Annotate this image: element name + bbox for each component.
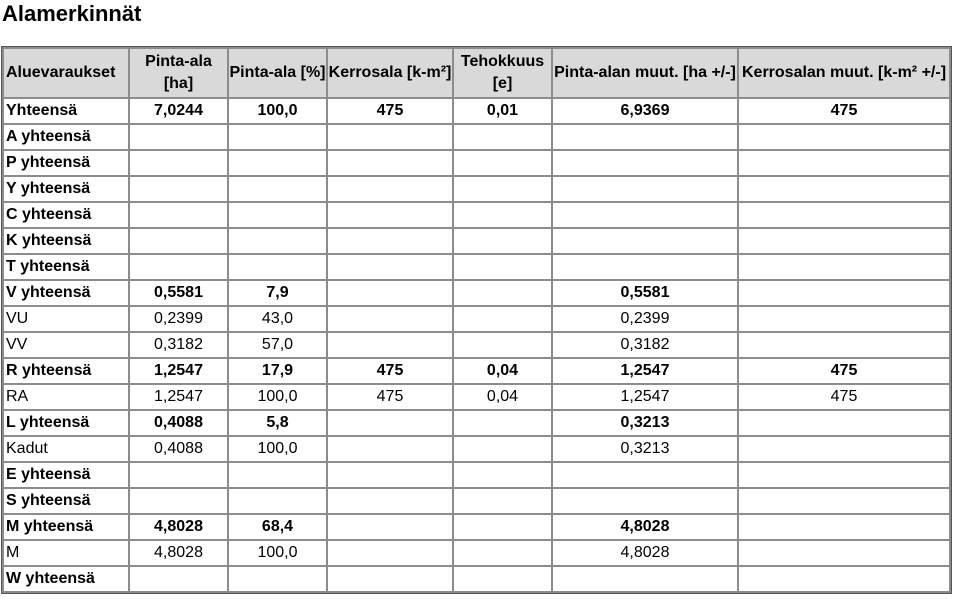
row-label: R yhteensä — [4, 359, 128, 383]
kerrosalan-muut-cell — [739, 307, 949, 331]
pinta-ala-ha-cell — [130, 203, 227, 227]
pinta-alan-muut-cell — [553, 489, 737, 513]
table-row — [4, 307, 949, 331]
kerrosalan-muut-cell — [739, 151, 949, 175]
kerrosala-cell — [328, 229, 452, 253]
table-row — [4, 411, 949, 435]
kerrosala-cell — [328, 125, 452, 149]
pinta-alan-muut-cell — [553, 203, 737, 227]
tehokkuus-cell — [454, 515, 551, 539]
pinta-ala-ha-cell — [130, 229, 227, 253]
kerrosalan-muut-cell — [739, 255, 949, 279]
pinta-alan-muut-cell: 0,3213 — [553, 437, 737, 461]
row-label: W yhteensä — [4, 567, 128, 591]
table-row — [4, 125, 949, 149]
pinta-ala-pct-cell: 100,0 — [229, 541, 326, 565]
table-row — [4, 203, 949, 227]
column-header-pinta-ala-ha: Pinta-ala [ha] — [130, 49, 227, 97]
pinta-ala-ha-cell: 0,4088 — [130, 411, 227, 435]
table-body — [4, 99, 949, 591]
kerrosalan-muut-cell — [739, 411, 949, 435]
pinta-ala-ha-cell: 0,4088 — [130, 437, 227, 461]
tehokkuus-cell — [454, 463, 551, 487]
pinta-ala-ha-cell — [130, 125, 227, 149]
kerrosala-cell — [328, 437, 452, 461]
table-row — [4, 567, 949, 591]
pinta-alan-muut-cell: 6,9369 — [553, 99, 737, 123]
kerrosala-cell — [328, 307, 452, 331]
kerrosalan-muut-cell — [739, 177, 949, 201]
tehokkuus-cell: 0,01 — [454, 99, 551, 123]
table-row — [4, 359, 949, 383]
pinta-alan-muut-cell: 0,2399 — [553, 307, 737, 331]
pinta-ala-pct-cell: 5,8 — [229, 411, 326, 435]
kerrosala-cell: 475 — [328, 99, 452, 123]
pinta-alan-muut-cell — [553, 567, 737, 591]
column-header-kerrosala: Kerrosala [k-m²] — [328, 49, 452, 97]
pinta-ala-ha-cell — [130, 151, 227, 175]
column-header-pinta-ala-pct: Pinta-ala [%] — [229, 49, 326, 97]
pinta-ala-pct-cell: 100,0 — [229, 385, 326, 409]
tehokkuus-cell — [454, 307, 551, 331]
pinta-ala-pct-cell — [229, 489, 326, 513]
table-row — [4, 99, 949, 123]
pinta-alan-muut-cell — [553, 177, 737, 201]
column-header-tehokkuus: Tehokkuus [e] — [454, 49, 551, 97]
table-row — [4, 463, 949, 487]
row-label: K yhteensä — [4, 229, 128, 253]
pinta-ala-pct-cell: 43,0 — [229, 307, 326, 331]
kerrosalan-muut-cell: 475 — [739, 385, 949, 409]
pinta-ala-ha-cell — [130, 489, 227, 513]
pinta-ala-pct-cell: 100,0 — [229, 99, 326, 123]
table-row — [4, 515, 949, 539]
pinta-ala-pct-cell — [229, 463, 326, 487]
tehokkuus-cell — [454, 437, 551, 461]
pinta-alan-muut-cell: 1,2547 — [553, 359, 737, 383]
tehokkuus-cell — [454, 177, 551, 201]
pinta-ala-ha-cell: 1,2547 — [130, 359, 227, 383]
tehokkuus-cell — [454, 151, 551, 175]
kerrosala-cell — [328, 515, 452, 539]
kerrosalan-muut-cell: 475 — [739, 359, 949, 383]
pinta-ala-pct-cell: 17,9 — [229, 359, 326, 383]
pinta-alan-muut-cell — [553, 151, 737, 175]
pinta-alan-muut-cell: 0,3182 — [553, 333, 737, 357]
pinta-ala-ha-cell — [130, 255, 227, 279]
kerrosala-cell — [328, 489, 452, 513]
table-row — [4, 151, 949, 175]
table-row — [4, 489, 949, 513]
kerrosalan-muut-cell — [739, 437, 949, 461]
row-label: E yhteensä — [4, 463, 128, 487]
kerrosalan-muut-cell: 475 — [739, 99, 949, 123]
kerrosalan-muut-cell — [739, 229, 949, 253]
pinta-alan-muut-cell: 1,2547 — [553, 385, 737, 409]
table-row — [4, 281, 949, 305]
pinta-ala-ha-cell — [130, 177, 227, 201]
pinta-alan-muut-cell: 0,3213 — [553, 411, 737, 435]
pinta-ala-ha-cell: 4,8028 — [130, 515, 227, 539]
pinta-alan-muut-cell — [553, 125, 737, 149]
pinta-ala-ha-cell — [130, 463, 227, 487]
column-header-pinta-alan-muut: Pinta-alan muut. [ha +/-] — [553, 49, 737, 97]
row-label: VV — [4, 333, 128, 357]
land-use-table — [1, 46, 952, 594]
header-row — [4, 49, 949, 97]
kerrosala-cell — [328, 255, 452, 279]
kerrosala-cell — [328, 463, 452, 487]
table-row — [4, 437, 949, 461]
pinta-alan-muut-cell: 0,5581 — [553, 281, 737, 305]
pinta-ala-ha-cell: 0,2399 — [130, 307, 227, 331]
pinta-ala-pct-cell: 7,9 — [229, 281, 326, 305]
pinta-ala-pct-cell: 57,0 — [229, 333, 326, 357]
kerrosala-cell — [328, 203, 452, 227]
kerrosalan-muut-cell — [739, 567, 949, 591]
tehokkuus-cell — [454, 567, 551, 591]
column-header-aluevaraukset: Aluevaraukset — [4, 49, 128, 97]
table-row — [4, 255, 949, 279]
table-row — [4, 385, 949, 409]
kerrosalan-muut-cell — [739, 333, 949, 357]
kerrosalan-muut-cell — [739, 541, 949, 565]
row-label: L yhteensä — [4, 411, 128, 435]
row-label: Yhteensä — [4, 99, 128, 123]
tehokkuus-cell — [454, 489, 551, 513]
kerrosala-cell: 475 — [328, 359, 452, 383]
row-label: A yhteensä — [4, 125, 128, 149]
row-label: Y yhteensä — [4, 177, 128, 201]
pinta-ala-pct-cell — [229, 255, 326, 279]
tehokkuus-cell — [454, 125, 551, 149]
kerrosala-cell — [328, 177, 452, 201]
pinta-alan-muut-cell — [553, 229, 737, 253]
row-label: T yhteensä — [4, 255, 128, 279]
kerrosalan-muut-cell — [739, 489, 949, 513]
kerrosalan-muut-cell — [739, 281, 949, 305]
tehokkuus-cell — [454, 255, 551, 279]
pinta-alan-muut-cell: 4,8028 — [553, 541, 737, 565]
row-label: M yhteensä — [4, 515, 128, 539]
pinta-ala-pct-cell — [229, 125, 326, 149]
pinta-ala-pct-cell — [229, 177, 326, 201]
pinta-ala-pct-cell: 68,4 — [229, 515, 326, 539]
kerrosala-cell: 475 — [328, 385, 452, 409]
kerrosala-cell — [328, 151, 452, 175]
tehokkuus-cell: 0,04 — [454, 385, 551, 409]
pinta-ala-ha-cell: 1,2547 — [130, 385, 227, 409]
table-row — [4, 541, 949, 565]
pinta-ala-ha-cell — [130, 567, 227, 591]
tehokkuus-cell — [454, 541, 551, 565]
table-row — [4, 229, 949, 253]
kerrosala-cell — [328, 333, 452, 357]
row-label: RA — [4, 385, 128, 409]
kerrosala-cell — [328, 541, 452, 565]
page-title: Alamerkinnät — [2, 1, 142, 26]
row-label: S yhteensä — [4, 489, 128, 513]
pinta-alan-muut-cell: 4,8028 — [553, 515, 737, 539]
pinta-ala-ha-cell: 4,8028 — [130, 541, 227, 565]
row-label: VU — [4, 307, 128, 331]
row-label: V yhteensä — [4, 281, 128, 305]
pinta-ala-ha-cell: 7,0244 — [130, 99, 227, 123]
row-label: P yhteensä — [4, 151, 128, 175]
kerrosalan-muut-cell — [739, 463, 949, 487]
row-label: C yhteensä — [4, 203, 128, 227]
kerrosala-cell — [328, 411, 452, 435]
pinta-ala-pct-cell — [229, 151, 326, 175]
pinta-ala-pct-cell: 100,0 — [229, 437, 326, 461]
tehokkuus-cell — [454, 203, 551, 227]
kerrosalan-muut-cell — [739, 515, 949, 539]
table-row — [4, 177, 949, 201]
kerrosalan-muut-cell — [739, 203, 949, 227]
pinta-ala-ha-cell: 0,3182 — [130, 333, 227, 357]
tehokkuus-cell — [454, 281, 551, 305]
tehokkuus-cell — [454, 411, 551, 435]
pinta-ala-pct-cell — [229, 203, 326, 227]
kerrosalan-muut-cell — [739, 125, 949, 149]
table-row — [4, 333, 949, 357]
row-label: Kadut — [4, 437, 128, 461]
pinta-alan-muut-cell — [553, 463, 737, 487]
column-header-kerrosalan-muut: Kerrosalan muut. [k-m² +/-] — [739, 49, 949, 97]
pinta-ala-ha-cell: 0,5581 — [130, 281, 227, 305]
tehokkuus-cell — [454, 333, 551, 357]
pinta-ala-pct-cell — [229, 567, 326, 591]
kerrosala-cell — [328, 281, 452, 305]
tehokkuus-cell — [454, 229, 551, 253]
pinta-ala-pct-cell — [229, 229, 326, 253]
row-label: M — [4, 541, 128, 565]
pinta-alan-muut-cell — [553, 255, 737, 279]
tehokkuus-cell: 0,04 — [454, 359, 551, 383]
kerrosala-cell — [328, 567, 452, 591]
